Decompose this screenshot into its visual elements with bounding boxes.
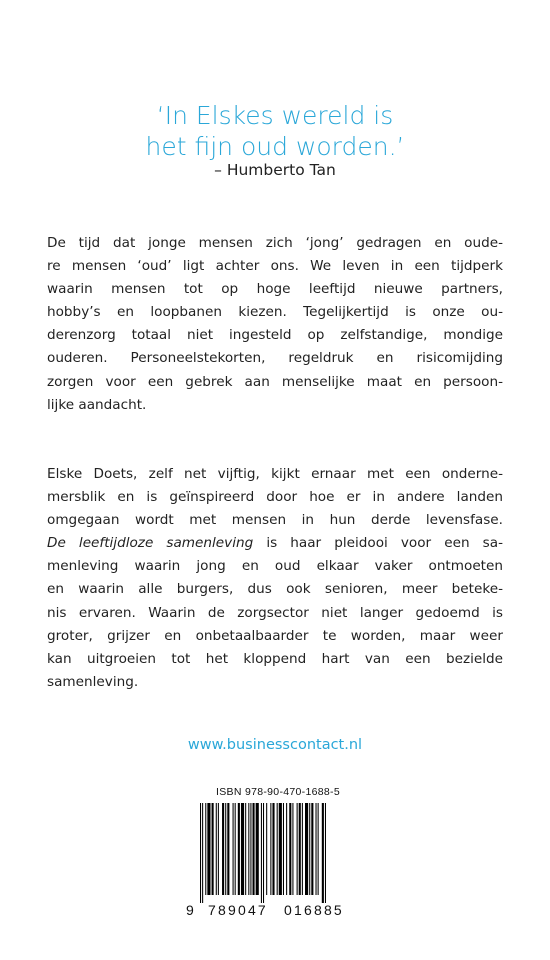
paragraph-line: lijke aandacht. xyxy=(47,396,147,413)
barcode-bar xyxy=(316,803,317,895)
barcode-bar xyxy=(277,803,278,895)
barcode-bar xyxy=(266,803,267,895)
barcode-bar xyxy=(248,803,249,895)
barcode-bar xyxy=(305,803,308,895)
barcode-bar xyxy=(325,803,326,903)
barcode-bar xyxy=(227,803,229,895)
barcode-bar xyxy=(241,803,244,895)
paragraph-line: mersblik en is geïnspireerd door hoe er in andere landen xyxy=(47,489,503,506)
publisher-website: www.businesscontact.nl xyxy=(187,737,363,753)
paragraph-line: samenleving. xyxy=(47,673,139,690)
barcode-bar xyxy=(200,803,201,903)
paragraph-line: en waarin alle burgers, dus ook senioren, meer beteke- xyxy=(47,581,503,598)
barcode-bar xyxy=(279,803,282,895)
paragraph-line: waarin mensen tot op hoge leeftijd nieuwe partners, xyxy=(47,281,503,298)
barcode-bar xyxy=(245,803,246,895)
barcode-bar xyxy=(253,803,255,895)
barcode-bar xyxy=(292,803,293,895)
barcode-bar xyxy=(311,803,313,895)
paragraph-1 xyxy=(47,232,503,417)
barcode-bar xyxy=(202,803,203,903)
barcode-bar xyxy=(233,803,234,895)
barcode-bar xyxy=(238,803,240,895)
barcode-bar xyxy=(256,803,259,895)
barcode-bar xyxy=(222,803,224,895)
barcode-icon xyxy=(200,803,360,903)
title-line-rest: is haar pleidooi voor een sa- xyxy=(253,535,503,552)
quote-line-1: ‘In Elskes wereld is xyxy=(156,101,394,130)
barcode-bar xyxy=(263,803,264,903)
barcode-bar xyxy=(299,803,301,895)
quote-attribution: – Humberto Tan xyxy=(214,161,336,179)
paragraph-line: zorgen voor een gebrek aan menselijke maat en persoon- xyxy=(47,373,503,390)
barcode-bar xyxy=(235,803,236,895)
book-title: De leeftijdloze samenleving xyxy=(47,535,254,552)
paragraph-line-with-title xyxy=(47,532,503,555)
barcode-bar xyxy=(218,803,219,895)
barcode-bar xyxy=(318,803,319,895)
barcode-bar xyxy=(205,803,206,895)
paragraph-line: menleving waarin jong en oud elkaar vaker ontmoeten xyxy=(47,558,503,575)
barcode-bar xyxy=(322,803,324,903)
barcode-right-group: 016885 xyxy=(284,902,344,918)
barcode-bar xyxy=(270,803,271,895)
paragraph-line: re mensen ‘oud’ ligt achter ons. We leven in een tijdperk xyxy=(47,258,503,275)
barcode-bar xyxy=(250,803,251,895)
barcode-left-group: 789047 xyxy=(208,902,268,918)
paragraph-line: Elske Doets, zelf net vijftig, kijkt ernaar met een onderne- xyxy=(47,466,503,482)
paragraph-line: ouderen. Personeelstekorten, regeldruk en risicomijding xyxy=(47,350,503,367)
barcode-bar xyxy=(297,803,298,895)
paragraph-line: hobby’s en loopbanen kiezen. Tegelijkertijd is onze ou- xyxy=(47,304,503,321)
barcode-bar xyxy=(216,803,217,895)
barcode-bar xyxy=(261,803,262,903)
quote-block xyxy=(0,100,550,162)
paragraph-line: derenzorg totaal niet ingesteld op zelfstandige, mondige xyxy=(47,327,503,344)
barcode-bar xyxy=(302,803,303,895)
barcode-bar xyxy=(225,803,226,895)
barcode-bar xyxy=(289,803,291,895)
paragraph-2 xyxy=(47,463,503,694)
quote-line-2: het fijn oud worden.’ xyxy=(145,132,405,161)
barcode-bar xyxy=(207,803,210,895)
barcode-bar xyxy=(286,803,287,895)
paragraph-line: nis ervaren. Waarin de zorgsector niet langer gedoemd is xyxy=(47,604,503,621)
barcode-bar xyxy=(309,803,310,895)
barcode-digits xyxy=(186,902,366,922)
barcode-bar xyxy=(212,803,214,895)
barcode-first-digit: 9 xyxy=(186,902,194,918)
barcode-bar xyxy=(272,803,274,895)
paragraph-line: De tijd dat jonge mensen zich ‘jong’ gedragen en oude- xyxy=(47,235,503,251)
barcode-bar xyxy=(283,803,284,895)
paragraph-line: kan uitgroeien tot het kloppend hart van een bezielde xyxy=(47,650,503,667)
isbn-label: ISBN 978-90-470-1688-5 xyxy=(216,786,340,798)
paragraph-line: omgegaan wordt met mensen in hun derde levensfase. xyxy=(47,512,503,529)
paragraph-line: groter, grijzer en onbetaalbaarder te worden, maar weer xyxy=(47,627,503,644)
